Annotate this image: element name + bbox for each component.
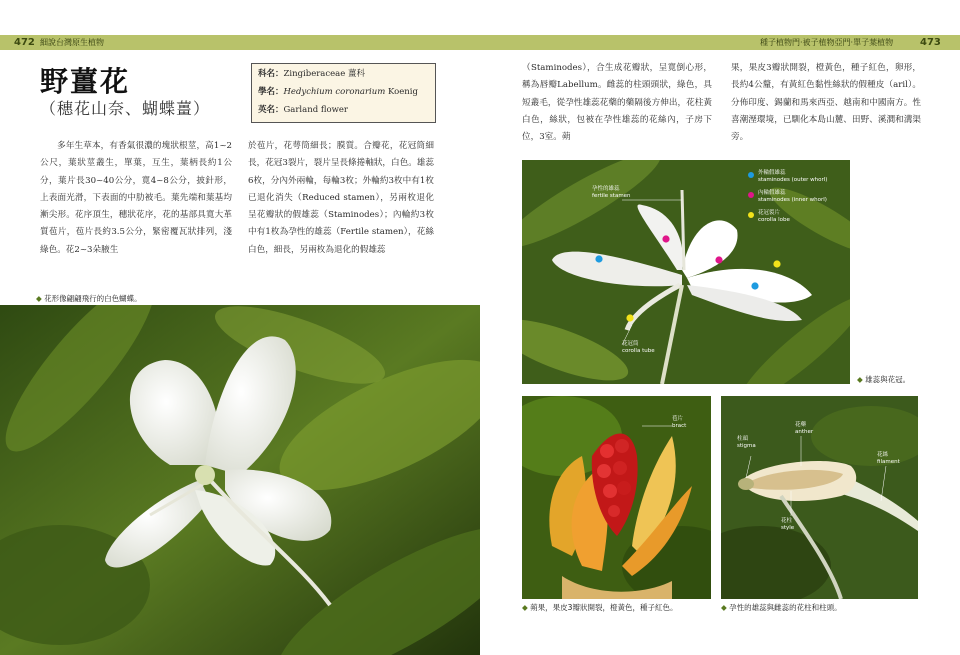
- outer-whorl-en: staminodes (outer whorl): [758, 177, 828, 183]
- filament-zh: 花絲: [877, 452, 889, 458]
- family-label: 科名：: [258, 69, 284, 79]
- stigma-en: stigma: [737, 443, 756, 449]
- legend-lobe-dot: [748, 212, 754, 218]
- flower-photo-caption: [36, 293, 142, 304]
- style-label: [781, 518, 794, 532]
- body-text-column-3: （Staminodes），合生成花瓣狀，呈寬倒心形，稱為唇瓣Labellum。雌蕊的柱頭頭狀，綠色，具短叢毛，從孕性雄蕊花藥的藥隔後方伸出，花柱黃白色，絲狀，包被在孕性雄蕊的花絲內，子房下位，3室。蒴: [522, 63, 712, 143]
- stigma-label: [737, 436, 756, 450]
- corolla-lobe-dot: [773, 260, 780, 267]
- fertile-stamen-zh: 孕性的雄蕊: [592, 186, 620, 192]
- corolla-tube-zh: 花冠筒: [622, 341, 639, 347]
- corolla-lobe-dot: [626, 314, 633, 321]
- inner-whorl-dot: [662, 235, 669, 242]
- corolla-tube-label: [622, 341, 655, 355]
- stamen-photo-caption: [857, 374, 910, 385]
- bract-label: [672, 416, 686, 430]
- page-subtitle: （穗花山奈、蝴蝶薑）: [40, 99, 211, 118]
- corolla-lobe-label: [758, 210, 790, 224]
- style-zh: 花柱: [781, 518, 793, 524]
- right-section-title: 種子植物門‧被子植物亞門‧單子葉植物: [760, 38, 894, 47]
- family-value: Zingiberaceae 薑科: [283, 69, 365, 79]
- inner-whorl-zh: 內輪假雄蕊: [758, 190, 786, 196]
- scientific-value: Hedychium coronarium: [283, 87, 386, 97]
- pistil-photo-caption: [721, 602, 842, 613]
- pistil-photo-illustration: [721, 396, 918, 599]
- anther-zh: 花藥: [795, 422, 807, 428]
- stamen-caption-text: 雄蕊與花冠。: [865, 375, 911, 384]
- body-text-column-2: 於苞片，花萼筒細長；膜質。合瓣花，花冠筒細長，花冠3裂片，裂片呈長條捲軸狀，白色。雄蕊6枚，分內外兩輪，每輪3枚；外輪約3枚中有1枚已退化消失（Reduced stamen），另兩枚退化呈花瓣狀的假雄蕊（Staminodes）；內輪約3枚中有1枚為孕性的雄蕊（Fertile stamen），花絲白色，細長，另兩枚為退化的假雄蕊: [248, 141, 434, 255]
- inner-whorl-label: [758, 190, 827, 204]
- english-row: [258, 101, 429, 119]
- caption-diamond-icon: ◆: [36, 294, 42, 303]
- corolla-lobe-zh: 花冠裂片: [758, 210, 781, 216]
- inner-whorl-dot: [715, 256, 722, 263]
- caption-diamond-icon: ◆: [721, 603, 727, 612]
- body-text-column-4: 果，果皮3瓣狀開裂，橙黃色，種子紅色，卵形，長約4公釐，有黃紅色黏性絲狀的假種皮（aril）。分佈印度、錫蘭和馬來西亞、越南和中國南方。性喜潮溼環境，已馴化本島山麓、田野、溪澗和溝渠旁。: [731, 63, 921, 143]
- anther-label: [795, 422, 813, 436]
- outer-whorl-dot: [595, 255, 602, 262]
- corolla-lobe-en: corolla lobe: [758, 217, 790, 223]
- style-en: style: [781, 525, 795, 531]
- stamen-corolla-photo: [522, 160, 850, 384]
- taxonomy-info-box: [251, 63, 436, 123]
- scientific-row: [258, 83, 429, 101]
- flower-caption-text: 花形像翩翩飛行的白色蝴蝶。: [44, 294, 142, 303]
- fertile-stamen-label: [592, 186, 631, 200]
- left-book-title: 細說台灣原生植物: [40, 38, 104, 47]
- legend-inner-dot: [748, 192, 754, 198]
- right-page-number: 473: [920, 37, 941, 48]
- filament-label: [877, 452, 900, 466]
- english-value: Garland flower: [283, 105, 348, 115]
- inner-whorl-en: staminodes (inner whorl): [758, 197, 827, 203]
- scientific-label: 學名：: [258, 87, 284, 97]
- fruit-photo-caption: [522, 602, 677, 613]
- flower-photo-illustration: [0, 305, 480, 655]
- fertile-stamen-en: fertile stamen: [592, 193, 631, 199]
- body-text-column-1: [40, 138, 232, 259]
- caption-diamond-icon: ◆: [857, 375, 863, 384]
- scientific-author: Koenig: [385, 87, 418, 97]
- fruit-caption-text: 蒴果，果皮3瓣狀開裂，橙黃色，種子紅色。: [530, 603, 678, 612]
- legend-outer-dot: [748, 172, 754, 178]
- family-row: [258, 65, 429, 83]
- outer-whorl-dot: [751, 282, 758, 289]
- anther-en: anther: [795, 429, 814, 435]
- corolla-tube-en: corolla tube: [622, 348, 655, 354]
- body-text-1: 多年生草本，有香氣很濃的塊狀根莖，高1~2公尺，葉狀莖叢生，單葉，互生，葉柄長約1公分，葉片長30~40公分，寬4~8公分，披針形，上表面光滑，下表面的中肋被毛。葉先端和葉基均漸尖形。花序頂生，穗狀花序，花的基部具寬大革質苞片，苞片長約3.5公分，緊密覆瓦狀排列，淺綠色。花2~3朵腋生: [40, 141, 232, 255]
- english-label: 英名：: [258, 105, 284, 115]
- bract-zh: 苞片: [672, 416, 684, 422]
- pistil-caption-text: 孕性的雄蕊與雌蕊的花柱和柱頭。: [729, 603, 842, 612]
- filament-en: filament: [877, 459, 900, 465]
- capsule-fruit-photo: [522, 396, 711, 599]
- page-title: 野薑花: [40, 65, 131, 98]
- outer-whorl-zh: 外輪假雄蕊: [758, 170, 786, 176]
- stamen-pistil-photo: [721, 396, 918, 599]
- stigma-zh: 柱頭: [737, 436, 749, 442]
- outer-whorl-label: [758, 170, 827, 184]
- bract-en: bract: [672, 423, 687, 429]
- white-ginger-flower-photo: [0, 305, 480, 655]
- left-page-number: 472: [14, 37, 35, 48]
- caption-diamond-icon: ◆: [522, 603, 528, 612]
